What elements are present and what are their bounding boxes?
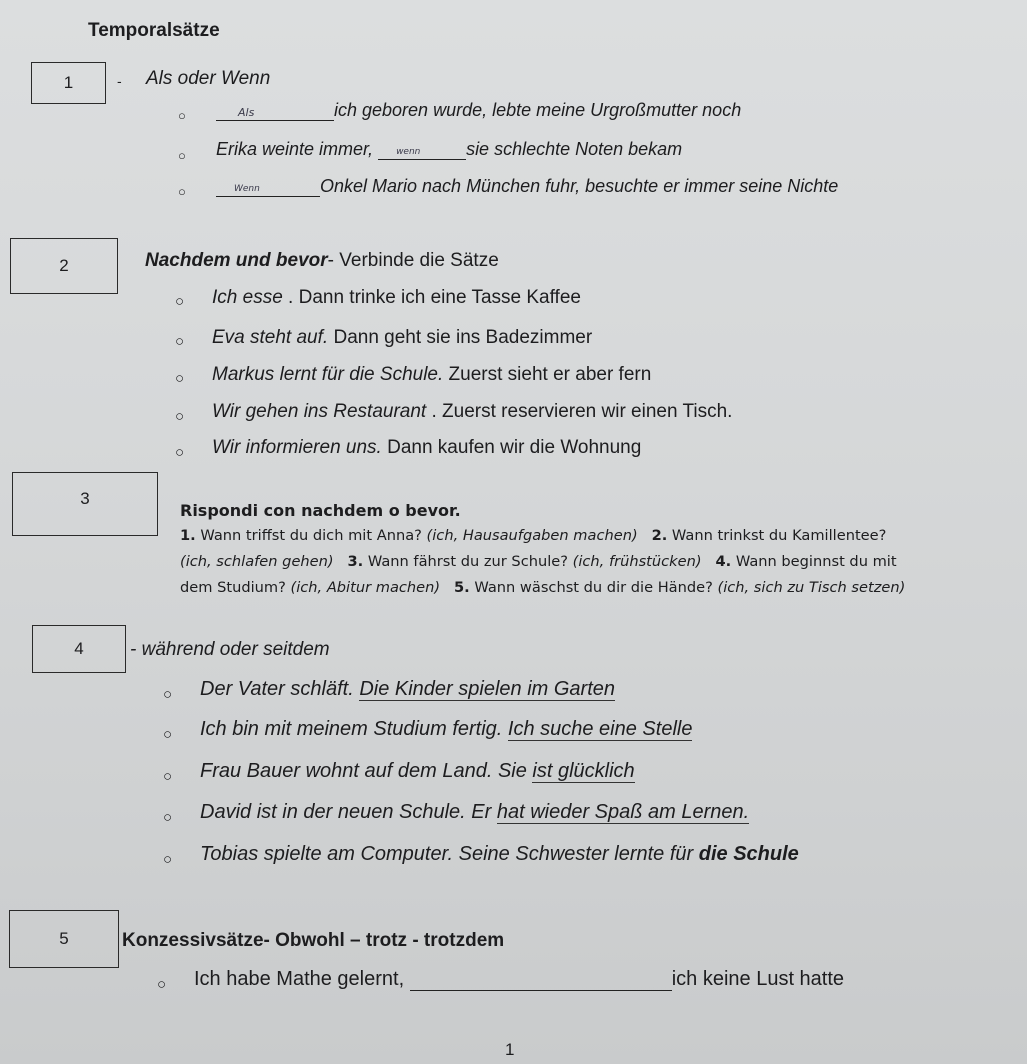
bullet-icon: ○ <box>163 809 173 826</box>
section-5-number: 5 <box>59 929 69 948</box>
question-number: 1. <box>180 527 196 544</box>
section-4-number: 4 <box>74 639 84 658</box>
question-number: 4. <box>715 553 732 570</box>
section-3-number: 3 <box>80 489 90 508</box>
item-bold: die Schule <box>698 843 799 865</box>
item-text: Tobias spielte am Computer. Seine Schwester lernte für <box>200 843 699 865</box>
question-number: 2. <box>651 527 668 544</box>
section-1-item-1 <box>216 100 741 121</box>
bullet-icon: ○ <box>163 726 173 743</box>
section-4-item-5 <box>200 843 799 866</box>
section-2-heading-rest: - Verbinde die Sätze <box>327 250 499 271</box>
item-italic: Wir gehen ins Restaurant <box>212 401 427 422</box>
item-text-before: Erika weinte immer, <box>216 139 374 159</box>
section-3-line-2 <box>180 553 897 570</box>
section-4-item-4 <box>200 801 749 824</box>
item-rest: . Dann trinke ich eine Tasse Kaffee <box>282 287 581 308</box>
section-1-heading: Als oder Wenn <box>146 68 271 89</box>
item-text-after: ich keine Lust hatte <box>671 968 845 990</box>
bullet-icon: ○ <box>175 333 185 350</box>
section-3-line-3 <box>180 579 905 596</box>
section-3-heading: Rispondi con nachdem o bevor. <box>180 501 461 520</box>
item-text-after: sie schlechte Noten bekam <box>466 139 683 159</box>
item-text: Ich bin mit meinem Studium fertig. <box>200 718 508 740</box>
section-2-heading-keyword: Nachdem und bevor <box>145 250 328 271</box>
page-number: 1 <box>505 1040 515 1059</box>
handwritten-answer: Wenn <box>234 184 260 194</box>
section-2-item-3 <box>212 364 651 386</box>
bullet-icon: ○ <box>163 851 173 868</box>
question-hint: (ich, Abitur machen) <box>290 579 441 596</box>
item-text: Der Vater schläft. <box>200 678 360 700</box>
section-2-heading <box>145 250 499 272</box>
bullet-icon: ○ <box>178 148 186 163</box>
item-italic: Wir informieren uns. <box>212 437 382 458</box>
item-text: Onkel Mario nach München fuhr, besuchte er immer seine Nichte <box>320 176 839 196</box>
question-hint: (ich, Hausaufgaben machen) <box>426 527 638 544</box>
question-number: 5. <box>454 579 470 596</box>
bullet-icon: ○ <box>178 184 186 199</box>
question-text: dem Studium? <box>180 579 291 596</box>
item-text: Frau Bauer wohnt auf dem Land. Sie <box>200 760 533 782</box>
section-3-line-1 <box>180 527 886 544</box>
section-1-dash: - <box>117 73 122 89</box>
bullet-icon: ○ <box>175 408 185 425</box>
section-1-item-2 <box>216 139 682 160</box>
section-2-item-4 <box>212 401 732 423</box>
item-italic: Eva steht auf. <box>212 327 329 348</box>
item-underlined: hat wieder Spaß am Lernen. <box>496 801 750 823</box>
item-text: David ist in der neuen Schule. Er <box>200 801 497 823</box>
question-hint: (ich, schlafen gehen) <box>180 553 334 570</box>
section-2-number: 2 <box>59 256 69 275</box>
bullet-icon: ○ <box>175 293 185 310</box>
section-4-item-3 <box>200 760 635 783</box>
section-4-heading: - während oder seitdem <box>130 639 330 660</box>
question-text: Wann beginnst du mit <box>731 553 897 570</box>
bullet-icon: ○ <box>157 976 167 993</box>
item-rest: Dann kaufen wir die Wohnung <box>381 437 642 458</box>
question-hint: (ich, frühstücken) <box>572 553 702 570</box>
item-underlined: Ich suche eine Stelle <box>507 718 693 740</box>
bullet-icon: ○ <box>163 686 173 703</box>
item-italic: Ich esse <box>212 287 283 308</box>
section-1-item-3 <box>216 176 838 197</box>
section-2-item-2 <box>212 327 592 349</box>
section-4-item-1 <box>200 678 615 701</box>
item-text-before: Ich habe Mathe gelernt, <box>194 968 405 990</box>
item-rest: . Zuerst reservieren wir einen Tisch. <box>426 401 733 422</box>
question-number: 3. <box>347 553 364 570</box>
bullet-icon: ○ <box>175 370 185 387</box>
bullet-icon: ○ <box>175 444 185 461</box>
section-2-item-5 <box>212 437 641 459</box>
item-underlined: Die Kinder spielen im Garten <box>359 678 616 700</box>
section-2-number-box <box>10 238 118 294</box>
page-title: Temporalsätze <box>88 20 220 41</box>
section-5-item-1 <box>194 968 844 991</box>
question-text: Wann triffst du dich mit Anna? <box>195 527 427 544</box>
handwritten-answer: wenn <box>396 147 421 157</box>
item-underlined: ist glücklich <box>532 760 635 782</box>
item-text: ich geboren wurde, lebte meine Urgroßmutter noch <box>334 100 742 120</box>
section-3-number-box <box>12 472 158 536</box>
question-text: Wann fährst du zur Schule? <box>363 553 573 570</box>
bullet-icon: ○ <box>163 768 173 785</box>
section-4-number-box <box>32 625 126 673</box>
answer-blank[interactable] <box>216 178 320 197</box>
item-rest: Dann geht sie ins Badezimmer <box>328 327 593 348</box>
handwritten-answer: Als <box>238 106 255 119</box>
section-2-item-1 <box>212 287 581 309</box>
item-italic: Markus lernt für die Schule. <box>212 364 444 385</box>
bullet-icon: ○ <box>178 108 186 123</box>
answer-blank[interactable] <box>216 102 334 121</box>
section-5-heading: Konzessivsätze- Obwohl – trotz - trotzdem <box>122 930 505 951</box>
section-5-number-box <box>9 910 119 968</box>
answer-blank[interactable] <box>378 141 466 160</box>
section-1-number-box <box>31 62 106 104</box>
answer-blank[interactable] <box>410 970 672 991</box>
question-text: Wann wäschst du dir die Hände? <box>469 579 718 596</box>
section-1-number: 1 <box>63 73 74 92</box>
item-rest: Zuerst sieht er aber fern <box>443 364 652 385</box>
question-hint: (ich, sich zu Tisch setzen) <box>717 579 906 596</box>
question-text: Wann trinkst du Kamillentee? <box>667 527 887 544</box>
section-4-item-2 <box>200 718 692 741</box>
